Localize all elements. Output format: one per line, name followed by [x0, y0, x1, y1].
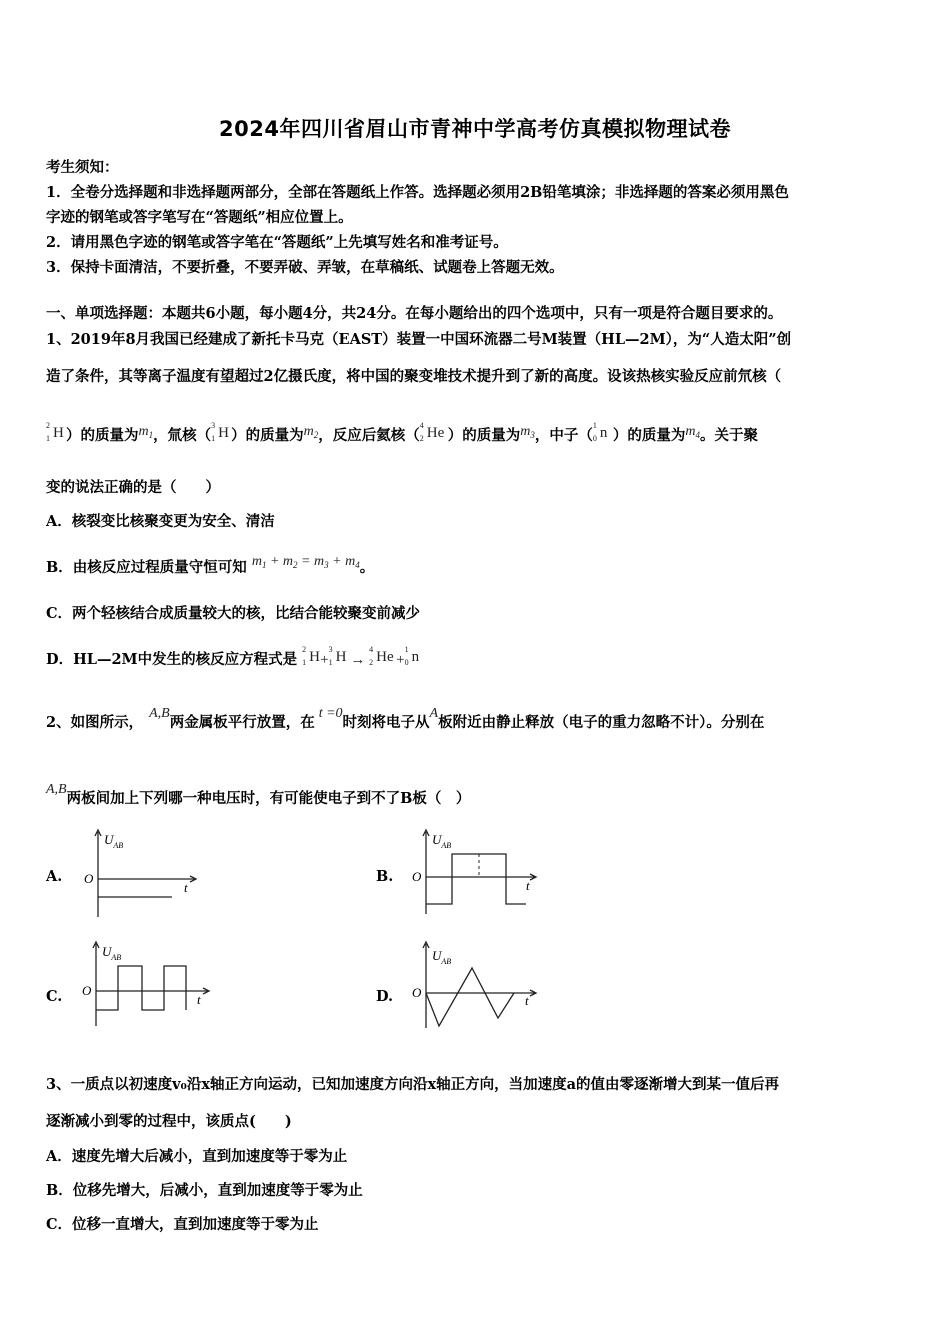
graph-d-x-label: t [525, 993, 529, 1008]
mass-m4: $m_4$ [685, 424, 700, 440]
q1-option-a: A．核裂变比核聚变更为安全、清洁 [46, 513, 275, 530]
graph-d-y-label: $U_{AB}$ [432, 948, 452, 966]
mass-m1: $m_1$ [138, 424, 154, 440]
page-title: 2024年四川省眉山市青神中学高考仿真模拟物理试卷 [219, 117, 731, 141]
notice-line-1: 1．全卷分选择题和非选择题两部分，全部在答题纸上作答。选择题必须用2B铅笔填涂；非选择题的答案必须用黑色 [46, 184, 789, 201]
q2-option-b-label: B. [376, 868, 394, 885]
graph-a-x-label: t [184, 880, 188, 895]
q2-line-2: A,B两板间加上下列哪一种电压时，有可能使电子到不了B板（ ） [46, 782, 471, 807]
graph-c-square-wave [96, 966, 186, 1010]
graph-b-x-label: t [526, 878, 530, 893]
q2-option-d-label: D. [376, 988, 394, 1005]
q2-option-c-label: C. [46, 988, 63, 1005]
q3-option-a: A．速度先增大后减小，直到加速度等于零为止 [46, 1148, 348, 1165]
q1-line-4: 变的说法正确的是（ ） [46, 479, 220, 496]
graph-d-origin: O [412, 985, 422, 1000]
t-zero-symbol: t =0 [318, 706, 343, 721]
notice-line-2: 2．请用黑色字迹的钢笔或答字笔在“答题纸”上先填写姓名和准考证号。 [46, 234, 508, 251]
graph-d [400, 936, 550, 1036]
q3-line-1: 3、一质点以初速度v₀沿x轴正方向运动，已知加速度方向沿x轴正方向，当加速度a的值由零逐渐增大到某一值后再 [46, 1076, 780, 1093]
neutron-symbol: 1 0 n [592, 421, 608, 443]
deuterium-symbol: 2 1 H [46, 421, 64, 443]
graph-a-origin: O [84, 871, 94, 886]
graph-b-origin: O [412, 869, 422, 884]
tritium-symbol: 3 1 H [211, 421, 229, 443]
q3-option-c: C．位移一直增大，直到加速度等于零为止 [46, 1216, 319, 1233]
notice-line-3: 3．保持卡面清洁，不要折叠，不要弄破、弄皱，在草稿纸、试题卷上答题无效。 [46, 259, 564, 276]
graph-d-triangle-wave [426, 968, 514, 1026]
graph-b-square-wave [426, 854, 526, 904]
q3-option-b: B．位移先增大，后减小，直到加速度等于零为止 [46, 1182, 363, 1199]
graph-a-y-label: $U_{AB}$ [104, 832, 124, 850]
notice-heading: 考生须知： [46, 159, 119, 176]
q1-line-1: 1、2019年8月我国已经建成了新托卡马克（EAST）装置一中国环流器二号M装置（HL—2M），为“人造太阳”创 [46, 331, 792, 348]
plates-ab-symbol: A,B [149, 706, 170, 721]
graph-c-x-label: t [197, 992, 201, 1007]
graph-b [400, 822, 550, 922]
notice-line-1b: 字迹的钢笔或答字笔写在“答题纸”相应位置上。 [46, 209, 353, 226]
q1-line-2: 造了条件，其等离子温度有望超过2亿摄氏度，将中国的聚变堆技术提升到了新的高度。设该热核实验反应前氘核（ [46, 368, 782, 385]
q3-line-2: 逐渐减小到零的过程中，该质点( ) [46, 1113, 292, 1130]
plate-a-symbol: A [429, 706, 439, 721]
q1-line-3: 2 1 H ）的质量为$m_1$，氚核（ 3 1 H ）的质量为$m_2$，反应后氦核（ 4 2 He ）的质量为$m_3$，中子（ 1 0 n ）的质量为$m_4$。关于聚 [46, 421, 758, 444]
q1-option-c: C．两个轻核结合成质量较大的核，比结合能较聚变前减少 [46, 605, 421, 622]
graph-c-y-label: $U_{AB}$ [102, 944, 122, 962]
fusion-equation: 2 1 H + 3 1 H → 4 2 He + 1 0 n [302, 645, 420, 668]
mass-equation: $m_1 + m_2 = m_3 + m_4$ [251, 554, 360, 570]
q1-option-d: D．HL—2M中发生的核反应方程式是 2 1 H + 3 1 H → 4 2 He + 1 0 n [46, 648, 423, 669]
q2-line-1: 2、如图所示，A,B两金属板平行放置，在t =0时刻将电子从A板附近由静止释放（电子的重力忽略不计）。分别在 [46, 706, 765, 731]
q2-option-a-label: A. [46, 868, 63, 885]
graph-c-origin: O [82, 983, 92, 998]
graph-b-y-label: $U_{AB}$ [432, 832, 452, 850]
helium-symbol: 4 2 He [419, 421, 445, 443]
section-heading: 一、单项选择题：本题共6小题，每小题4分，共24分。在每小题给出的四个选项中，只有一项是符合题目要求的。 [46, 305, 783, 322]
graph-c [70, 936, 220, 1036]
mass-m2: $m_2$ [303, 424, 319, 440]
q1-option-b: B．由核反应过程质量守恒可知 $m_1 + m_2 = m_3 + m_4$。 [46, 554, 375, 576]
mass-m3: $m_3$ [520, 424, 535, 440]
plates-ab-symbol-2: A,B [46, 782, 67, 797]
graph-a [70, 822, 210, 922]
